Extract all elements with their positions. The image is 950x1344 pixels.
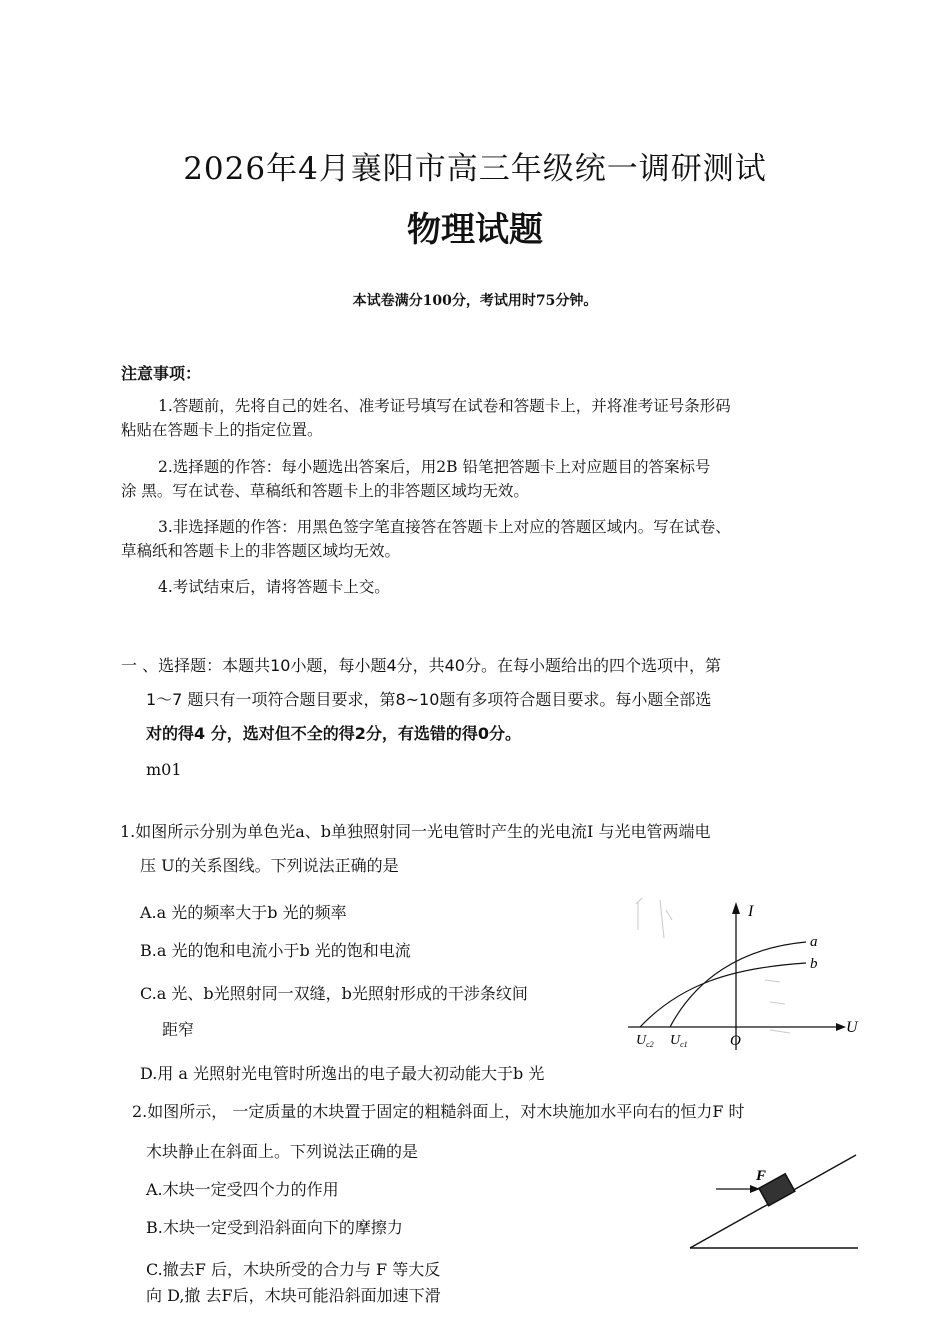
q2-option-a: A.木块一定受四个力的作用 xyxy=(146,1180,339,1199)
q1-option-c-line2: 距窄 xyxy=(162,1020,195,1039)
exam-meta: 本试卷满分100分，考试用时75分钟。 xyxy=(352,293,598,309)
q1-stem-line2: 压 U的关系图线。下列说法正确的是 xyxy=(140,856,399,875)
notice-heading: 注意事项： xyxy=(121,364,202,383)
force-label: F xyxy=(756,1168,767,1184)
notice-item-4: 4.考试结束后，请将答题卡上交。 xyxy=(158,578,390,596)
section1-line1: 一 、选择题：本题共10小题，每小题4分，共40分。在每小题给出的四个选项中，第 xyxy=(121,656,721,675)
curve-a-label: a xyxy=(810,934,818,950)
subject-title: 物理试题 xyxy=(407,210,543,250)
axis-i-label: I xyxy=(748,903,754,920)
uc2-label: $U_{c2}$ xyxy=(636,1033,654,1049)
section1-line3: 对的得4 分，选对但不全的得2分，有选错的得0分。 xyxy=(146,724,521,743)
q1-option-a: A.a 光的频率大于b 光的频率 xyxy=(140,903,347,922)
q1-stem-line1: 1.如图所示分别为单色光a、b单独照射同一光电管时产生的光电流Ⅰ 与光电管两端电 xyxy=(120,822,711,841)
q1-option-d: D.用 a 光照射光电管时所逸出的电子最大初动能大于b 光 xyxy=(140,1064,545,1083)
origin-label: O xyxy=(730,1033,741,1049)
q2-stem-line2: 木块静止在斜面上。下列说法正确的是 xyxy=(146,1142,419,1161)
notice-item-1-line2: 粘贴在答题卡上的指定位置。 xyxy=(121,421,323,439)
q2-option-b: B.木块一定受到沿斜面向下的摩擦力 xyxy=(146,1218,403,1237)
curve-b xyxy=(640,963,806,1027)
section1-line2: 1～7 题只有一项符合题目要求，第8~10题有多项符合题目要求。每小题全部选 xyxy=(146,690,712,709)
i-axis-arrow xyxy=(732,902,740,914)
uc1-label: $U_{c1}$ xyxy=(670,1033,688,1049)
uc1-subscript: c1 xyxy=(680,1040,688,1049)
notice-item-1-line1: 1.答题前，先将自己的姓名、准考证号填写在试卷和答题卡上，并将准考证号条形码 xyxy=(158,397,731,415)
q1-option-b: B.a 光的饱和电流小于b 光的饱和电流 xyxy=(140,941,411,960)
q2-stem-line1: 2.如图所示， 一定质量的木块置于固定的粗糙斜面上，对木块施加水平向右的恒力F 时 xyxy=(132,1102,745,1121)
force-arrowhead xyxy=(750,1185,760,1193)
q1-iu-graph xyxy=(620,890,865,1060)
q1-option-c-line1: C.a 光、b光照射同一双缝，b光照射形成的干涉条纹间 xyxy=(140,984,528,1003)
axis-u-label: U xyxy=(846,1019,858,1036)
notice-item-3-line2: 草稿纸和答题卡上的非答题区域均无效。 xyxy=(121,542,401,560)
section1-code: m01 xyxy=(146,760,182,779)
q2-option-c: C.撤去F 后，木块所受的合力与 F 等大反 xyxy=(146,1260,441,1279)
q2-incline-figure xyxy=(680,1145,865,1255)
notice-item-2-line1: 2.选择题的作答：每小题选出答案后，用2B 铅笔把答题卡上对应题目的答案标号 xyxy=(158,458,711,476)
u-axis-arrow xyxy=(836,1023,846,1031)
notice-item-3-line1: 3.非选择题的作答：用黑色签字笔直接答在答题卡上对应的答题区域内。写在试卷、 xyxy=(158,518,731,536)
exam-title: 2026年4月襄阳市高三年级统一调研测试 xyxy=(183,151,767,187)
uc2-subscript: c2 xyxy=(646,1040,654,1049)
curve-a xyxy=(670,942,806,1027)
curve-b-label: b xyxy=(810,956,818,972)
q2-option-c-d: 向 D,撤 去F后，木块可能沿斜面加速下滑 xyxy=(146,1286,441,1305)
notice-item-2-line2: 涂 黑。写在试卷、草稿纸和答题卡上的非答题区域均无效。 xyxy=(121,482,529,500)
scan-artifact-marks xyxy=(636,898,790,1033)
